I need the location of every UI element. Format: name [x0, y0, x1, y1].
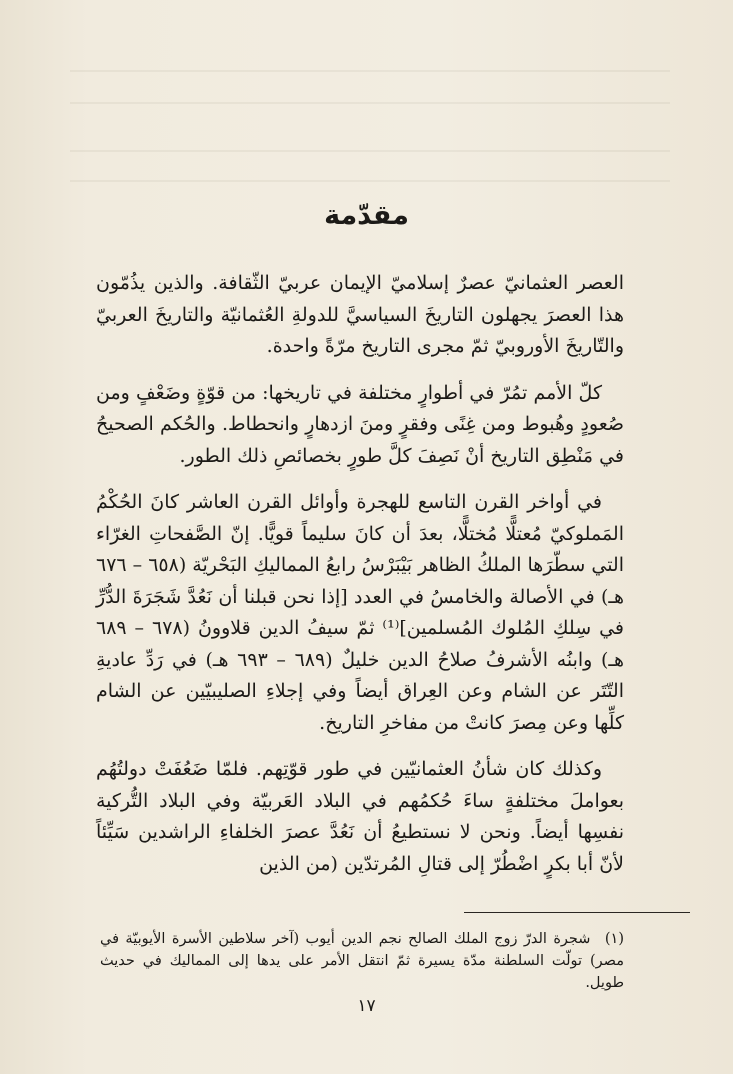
paragraph-3: في أواخر القرن التاسع للهجرة وأوائل القرن العاشر كانَ الحُكْمُ المَملوكيّ مُعتلًّا مُختلًّا، بعدَ أن كانَ سليماً قويًّا. إنّ الصَّفحاتِ الغرّاء التي سطّرَها الملكُ الظاهر بَيْبَرْسُ رابعُ المماليكِ البَحْريّة (٦٥٨ – ٦٧٦ هـ) في الأصالة والخامسُ في العدد [إذا نحن قبلنا أن نَعُدَّ شَجَرَةَ الدُّرِّ في سِلكِ المُلوك المُسلمين]⁽¹⁾ ثمّ سيفُ الدين قلاوونُ (٦٧٨ – ٦٨٩ هـ) وابنُه الأشرفُ صلاحُ الدين خليلٌ (٦٨٩ – ٦٩٣ هـ) في رَدِّ عاديةِ التّتَر عن الشام وعن العِراق أيضاً وفي إجلاءِ الصليبيّين عن الشام كلِّها وعن مِصرَ كانتْ من مفاخرِ التاريخ.: [96, 491, 624, 734]
footnote-number: (١): [604, 931, 625, 947]
page-number: ١٧: [357, 996, 376, 1016]
body-text: [96, 268, 624, 895]
paragraph-4: وكذلك كان شأنُ العثمانيّين في طور قوّتِهم. فلمّا ضَعُفَتْ دولتُهُم بعواملَ مختلفةٍ ساءَ حُكمُهم في البلاد العَربيّة وفي البلاد التُّركية نفسِها أيضاً. ونحن لا نستطيعُ أن نَعُدَّ عصرَ الخلفاءِ الراشدين سَيِّئاً لأنّ أبا بكرٍ اضْطُرّ إلى قتالِ المُرتدّين (من الذين: [96, 758, 624, 875]
show-through-line: [70, 102, 670, 104]
chapter-heading: مقدّمة: [324, 200, 409, 231]
footnote-text: شجرة الدرّ زوج الملك الصالح نجم الدين أيوب (آخر سلاطين الأسرة الأيوبيّة في مصر) تولّت السلطنة مدّة يسيرة ثمّ انتقل الأمر على يدها إلى المماليك في حديث طويل.: [100, 931, 624, 991]
paragraph-1: العصر العثمانيّ عصرٌ إسلاميّ الإيمان عربيّ الثّقافة. والذين يذُمّون هذا العصرَ يجهلون التاريخَ السياسيَّ للدولةِ العُثمانيّة والتاريخَ العربيّ والتّاريخَ الأوروبيّ ثمّ مجرى التاريخ مرّةً واحدة.: [96, 272, 624, 357]
footnote: [100, 928, 624, 994]
show-through-line: [70, 180, 670, 182]
show-through-line: [70, 70, 670, 72]
show-through-line: [70, 150, 670, 152]
paragraph-2: كلّ الأمم تمُرّ في أطوارٍ مختلفة في تاريخها: من قوّةٍ وضَعْفٍ ومن صُعودٍ وهُبوط ومن غِنًى وفقرٍ ومنَ ازدهارٍ وانحطاط. والحُكم الصحيحُ في مَنْطِق التاريخ أنْ نَصِفَ كلَّ طورٍ بخصائصِ ذلك الطور.: [96, 381, 624, 467]
footnote-separator: [464, 912, 690, 913]
